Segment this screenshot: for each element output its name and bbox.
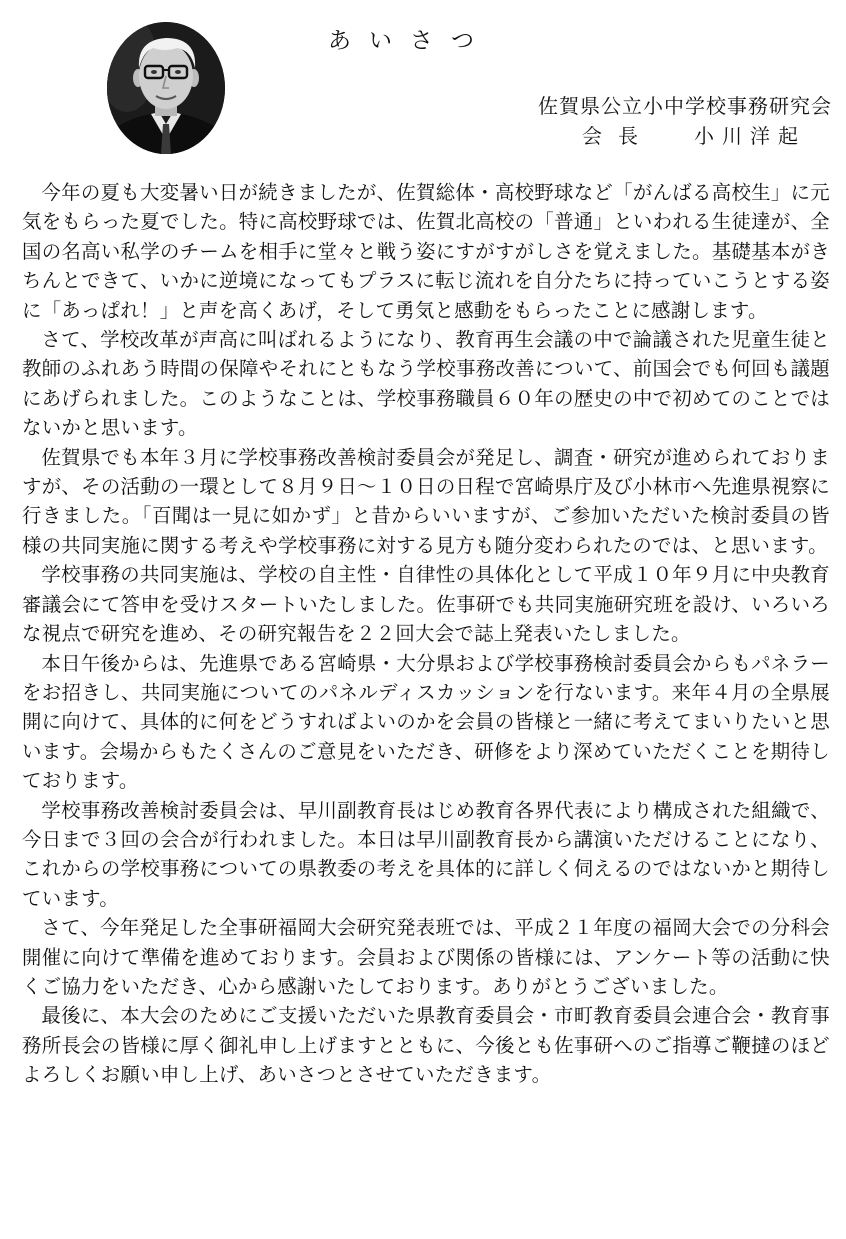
body-text: [22, 178, 830, 1090]
paragraph: さて、学校改革が声高に叫ばれるようになり、教育再生会議の中で論議された児童生徒と教師のふれあう時間の保障やそれにともなう学校事務改善について、前国会でも何回も議題にあげられました。このようなことは、学校事務職員６０年の歴史の中で初めてのことではないかと思います。: [22, 328, 830, 440]
author-name: 小川洋起: [694, 124, 806, 148]
paragraph: 佐賀県でも本年３月に学校事務改善検討委員会が発足し、調査・研究が進められておりますが、その活動の一環として８月９日～１０日の日程で宮崎県庁及び小林市へ先進県視察に行きました。「百聞は一見に如かず」と昔からいいますが、ご参加いただいた検討委員の皆様の共同実施に関する考えや学校事務に対する見方も随分変わられたのでは、と思います。: [22, 445, 830, 557]
paragraph: 最後に、本大会のためにご支援いただいた県教育委員会・市町教育委員会連合会・教育事務所長会の皆様に厚く御礼申し上げますとともに、今後とも佐事研へのご指導ご鞭撻のほどよろしくお願い申し上げ、あいさつとさせていただきます。: [22, 1004, 830, 1087]
paragraph: 学校事務改善検討委員会は、早川副教育長はじめ教育各界代表により構成された組織で、今日まで３回の会合が行われました。本日は早川副教育長から講演いただけることになり、これからの学校事務についての県教委の考えを具体的に詳しく伺えるのではないかと期待しています。: [22, 798, 830, 910]
paragraph: 学校事務の共同実施は、学校の自主性・自律性の具体化として平成１０年９月に中央教育審議会にて答申を受けスタートいたしました。佐事研でも共同実施研究班を設け、いろいろな視点で研究を進め、その研究報告を２２回大会で誌上発表いたしました。: [22, 563, 830, 646]
author-organization: 佐賀県公立小中学校事務研究会: [538, 94, 832, 118]
document-title: あいさつ: [328, 28, 492, 54]
author-role: 会長: [582, 124, 654, 148]
portrait-image: [107, 22, 225, 154]
paragraph: 本日午後からは、先進県である宮崎県・大分県および学校事務検討委員会からもパネラーをお招きし、共同実施についてのパネルディスカッションを行ないます。来年４月の全県展開に向けて、具体的に何をどうすればよいのかを会員の皆様と一緒に考えてまいりたいと思います。会場からもたくさんのご意見をいただき、研修をより深めていただくことを期待しております。: [22, 651, 830, 793]
paragraph: さて、今年発足した全事研福岡大会研究発表班では、平成２１年度の福岡大会での分科会開催に向けて準備を進めております。会員および関係の皆様には、アンケート等の活動に快くご協力をいただき、心から感謝いたしております。ありがとうございました。: [22, 916, 830, 998]
author-portrait: [107, 22, 225, 154]
paragraph: 今年の夏も大変暑い日が続きましたが、佐賀総体・高校野球など「がんばる高校生」に元気をもらった夏でした。特に高校野球では、佐賀北高校の「普通」といわれる生徒達が、全国の名高い私学のチームを相手に堂々と戦う姿にすがすがしさを覚えました。基礎基本がきちんとできて、いかに逆境になってもプラスに転じ流れを自分たちに持っていこうとする姿に「あっぱれ！」と声を高くあげ，そして勇気と感動をもらったことに感謝します。: [22, 181, 830, 322]
author-line: [582, 120, 806, 149]
